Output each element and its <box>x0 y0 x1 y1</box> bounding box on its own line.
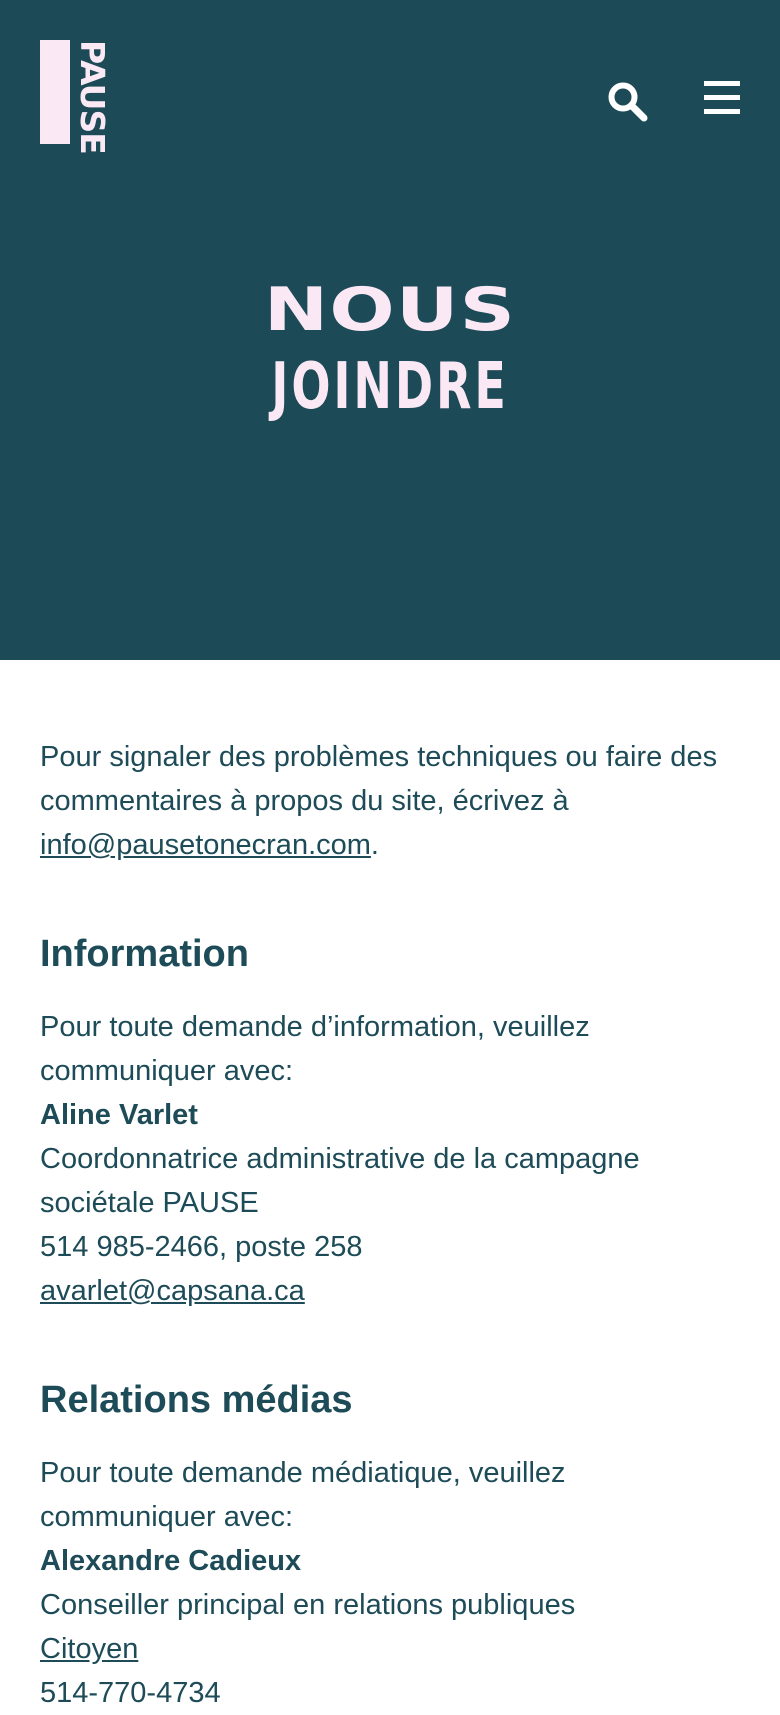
search-button[interactable] <box>606 80 650 124</box>
page-title <box>0 268 780 422</box>
information-contact-name: Aline Varlet <box>40 1099 198 1131</box>
pause-logo[interactable] <box>40 40 120 154</box>
intro-paragraph <box>40 735 740 867</box>
media-contact-name: Alexandre Cadieux <box>40 1545 302 1577</box>
hamburger-menu-icon <box>700 78 744 122</box>
information-contact-phone: 514 985-2466, poste 258 <box>40 1231 363 1263</box>
media-relations-text: Pour toute demande médiatique, veuillez communiquer avec: <box>40 1457 566 1533</box>
intro-text: Pour signaler des problèmes techniques ou faire des commentaires à propos du site, écrivez à <box>40 741 718 817</box>
information-heading: Information <box>40 933 249 975</box>
logo-text: PAUSE <box>73 40 112 154</box>
logo-bar <box>40 40 70 144</box>
menu-button[interactable] <box>700 78 744 122</box>
intro-email-link[interactable]: info@pausetonecran.com <box>40 829 371 861</box>
information-section <box>40 931 740 1313</box>
search-icon <box>606 80 650 124</box>
media-relations-heading: Relations médias <box>40 1379 353 1421</box>
information-text: Pour toute demande d’information, veuillez communiquer avec: <box>40 1011 590 1087</box>
media-contact-phone: 514-770-4734 <box>40 1677 221 1709</box>
media-contact-company-link[interactable]: Citoyen <box>40 1633 139 1665</box>
page-title-line-1: NOUS <box>263 275 517 345</box>
media-relations-section <box>40 1377 740 1715</box>
media-contact-role: Conseiller principal en relations publiques <box>40 1589 576 1621</box>
main-content <box>40 735 740 1715</box>
information-contact-role: Coordonnatrice administrative de la campagne sociétale PAUSE <box>40 1143 640 1219</box>
hero-header <box>0 0 780 660</box>
page-title-line-2: JOINDRE <box>271 350 509 424</box>
intro-period: . <box>370 829 379 861</box>
information-contact-email-link[interactable]: avarlet@capsana.ca <box>40 1275 305 1307</box>
